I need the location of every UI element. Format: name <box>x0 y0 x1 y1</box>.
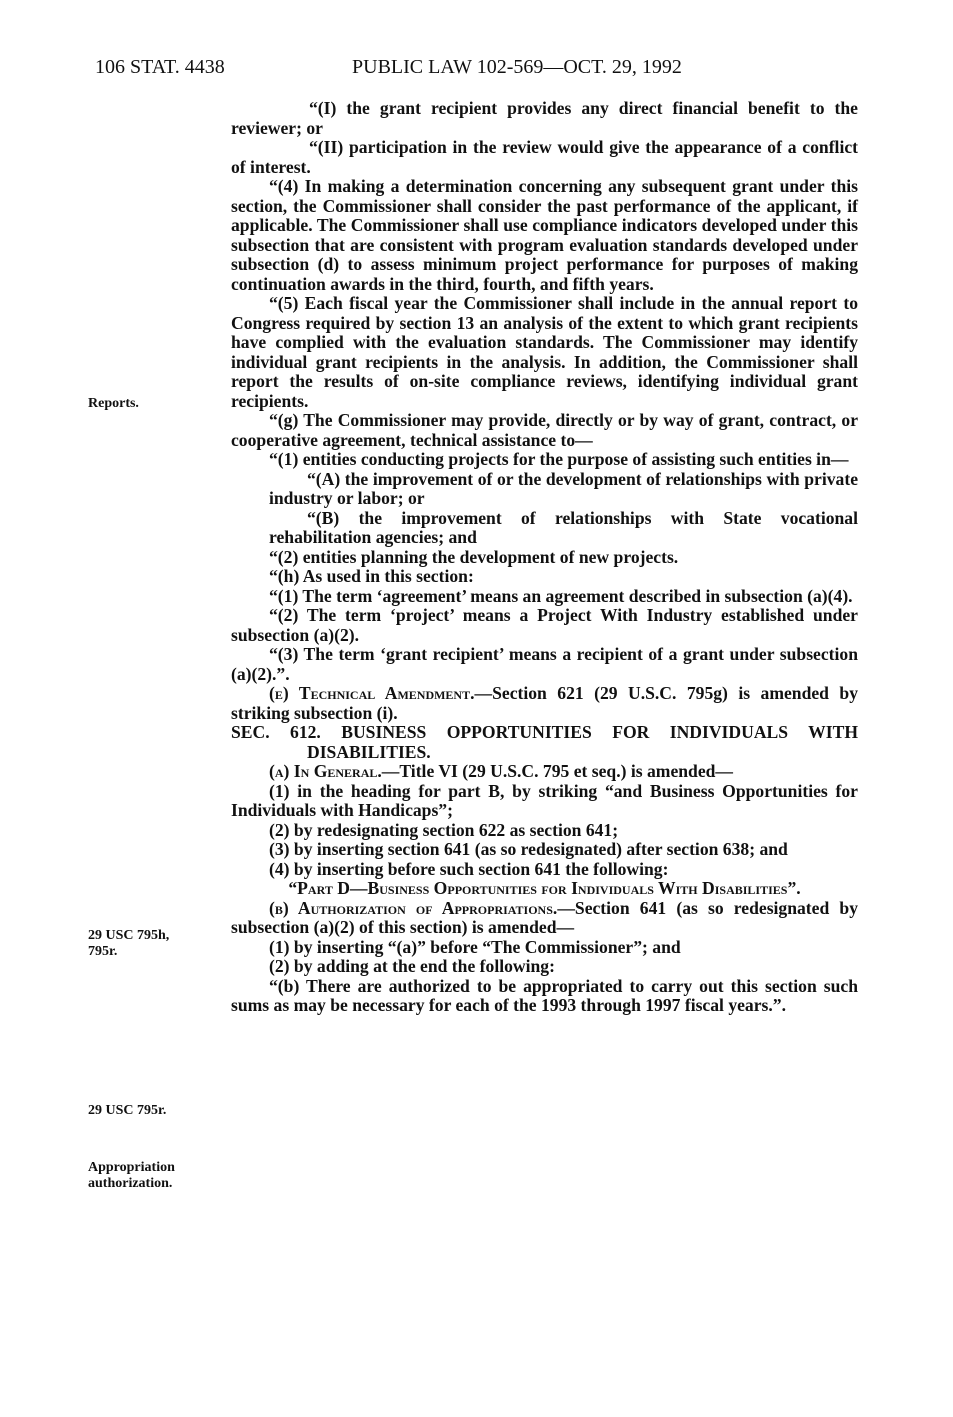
paragraph-5: “(5) Each fiscal year the Commissioner shall include in the annual report to Congress required by section 13 an analysis of the extent to which grant recipients have complied with the evaluation standards. The Commissioner may identify individual grant recipients in the analysis. In addition, the Commissioner shall report the results of on-site compliance reviews, identifying individual grant recipients. <box>231 293 858 411</box>
subsection-g: “(g) The Commissioner may provide, directly or by way of grant, contract, or cooperative agreement, technical assistance to— <box>231 410 858 450</box>
clause-i: “(I) the grant recipient provides any direct financial benefit to the reviewer; or <box>231 98 858 138</box>
subsection-h: “(h) As used in this section: <box>269 566 474 586</box>
paragraph-a-3: (3) by inserting section 641 (as so redesignated) after section 638; and <box>269 839 788 859</box>
paragraph-4: “(4) In making a determination concerning any subsequent grant under this section, the Commissioner shall consider the past performance of the applicant, if applicable. The Commissioner shall use compliance indicators developed under this subsection that are consistent with program evaluation standards developed under subsection (d) to assess minimum project performance for purposes of making continuation awards in the third, fourth, and fifth years. <box>231 176 858 294</box>
margin-note-reports: Reports. <box>88 396 139 411</box>
subsection-b <box>231 899 858 938</box>
subsection-a <box>231 762 858 782</box>
margin-note-usc-795h: 29 USC 795h, 795r. <box>88 928 170 959</box>
margin-note-usc-795r: 29 USC 795r. <box>88 1103 167 1118</box>
clause-g-b: “(B) the improvement of relationships with State vocational rehabilitation agencies; and <box>269 507 858 547</box>
body-text <box>231 99 858 1016</box>
clause-ii: “(II) participation in the review would give the appearance of a conflict of interest. <box>231 137 858 177</box>
subsection-e <box>231 684 858 723</box>
margin-note-appropriation: Appropriation authorization. <box>88 1160 175 1191</box>
paragraph-b-2: (2) by adding at the end the following: <box>269 956 555 976</box>
paragraph-a-2: (2) by redesignating section 622 as section 641; <box>269 819 619 840</box>
definition-project: “(2) The term ‘project’ means a Project With Industry established under subsection (a)(2). <box>231 605 858 645</box>
subsection-a-text: —Title VI (29 U.S.C. 795 et seq.) is amended— <box>381 761 734 781</box>
subsection-e-label: (e) Technical Amendment. <box>269 683 475 703</box>
paragraph-g-1: “(1) entities conducting projects for the purpose of assisting such entities in— <box>269 449 849 469</box>
definition-grant-recipient: “(3) The term ‘grant recipient’ means a recipient of a grant under subsection (a)(2).”. <box>231 644 858 684</box>
law-title: PUBLIC LAW 102-569—OCT. 29, 1992 <box>352 56 682 78</box>
subsection-b-text: —Section 641 (as so redesignated by subsection (a)(2) of this section) is amended— <box>231 897 858 937</box>
paragraph-g-2: “(2) entities planning the development of new projects. <box>269 546 679 567</box>
paragraph-b-3: “(b) There are authorized to be appropriated to carry out this section such sums as may be necessary for each of the 1993 through 1997 fiscal years.”. <box>231 975 858 1015</box>
paragraph-a-1: (1) in the heading for part B, by striking “and Business Opportunities for Individuals with Handicaps”; <box>231 780 858 820</box>
definition-agreement: “(1) The term ‘agreement’ means an agreement described in subsection (a)(4). <box>269 585 853 606</box>
paragraph-b-1: (1) by inserting “(a)” before “The Commissioner”; and <box>269 936 681 957</box>
section-heading: SEC. 612. BUSINESS OPPORTUNITIES FOR INDIVIDUALS WITH DISABILITIES. <box>231 722 858 762</box>
subsection-b-label: (b) Authorization of Appropriations. <box>269 897 558 918</box>
part-heading: “Part D—Business Opportunities for Individuals With Disabilities”. <box>288 878 801 898</box>
subsection-e-text: —Section 621 (29 U.S.C. 795g) is amended by striking subsection (i). <box>231 683 858 723</box>
paragraph-a-4: (4) by inserting before such section 641 the following: <box>269 858 669 879</box>
page-reference: 106 STAT. 4438 <box>95 56 225 78</box>
subsection-a-label: (a) In General. <box>269 761 382 781</box>
clause-g-a: “(A) the improvement of or the development of relationships with private industry or labor; or <box>269 468 858 508</box>
